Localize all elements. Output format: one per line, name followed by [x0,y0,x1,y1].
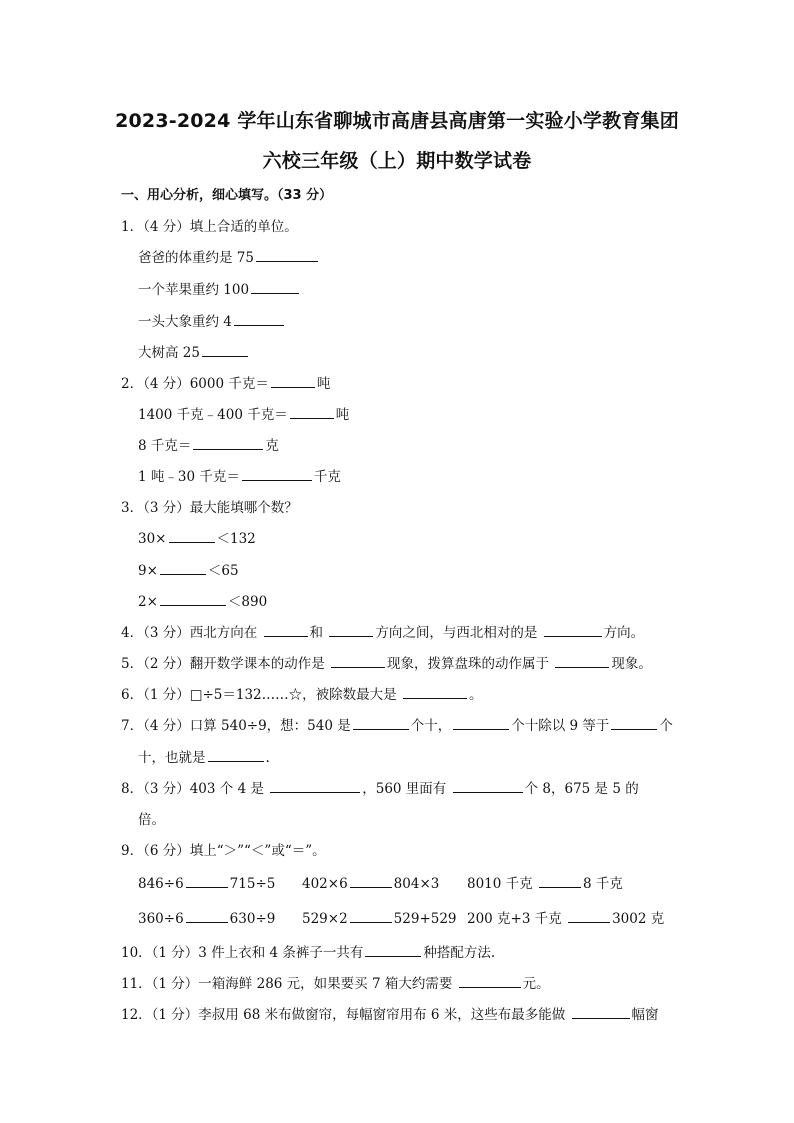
item-text: 7．（4 分）口算 540÷9，想：540 是 [121,718,351,734]
answer-blank[interactable] [459,975,521,988]
item-text: 4．（3 分）西北方向在 [121,625,258,641]
compare-left: 402×6 [302,876,348,892]
item-text: 6．（1 分）□÷5＝132……☆，被除数最大是 [121,687,397,703]
answer-blank[interactable] [568,910,610,923]
answer-blank[interactable] [160,593,226,606]
compare-left: 360÷6 [138,911,184,927]
answer-blank[interactable] [193,437,263,450]
question-9-heading: 9．（6 分）填上“＞”“＜”或“＝”。 [121,843,326,859]
question-11 [121,975,550,993]
item-text: 2．（4 分）6000 千克＝ [121,376,269,392]
item-text: 爸爸的体重约是 75 [138,250,254,266]
answer-blank[interactable] [186,875,228,888]
item-unit: 吨 [316,376,331,392]
answer-blank[interactable] [251,281,299,294]
section-heading: 一、用心分析，细心填写。（33 分） [121,188,333,203]
item-text: 30× [138,531,167,547]
question-1-item-b [138,281,301,299]
question-6 [121,686,482,704]
compare-right: 529+529 [393,911,457,927]
item-text: 现象。 [611,656,652,672]
compare-right: 630÷9 [229,911,276,927]
answer-blank[interactable] [453,717,509,730]
answer-blank[interactable] [329,624,373,637]
item-text: 5．（2 分）翻开数学课本的动作是 [121,656,325,672]
item-text: 个十除以 9 等于 [511,718,610,734]
exam-title-line2: 六校三年级（上）期中数学试卷 [262,150,532,172]
compare-right: 3002 克 [612,911,665,927]
compare-item [302,910,457,928]
item-text: 种搭配方法. [423,945,496,961]
item-text: 12．（1 分）李叔用 68 米布做窗帘，每幅窗帘用布 6 米，这些布最多能做 [121,1007,566,1023]
compare-left: 8010 千克 [467,876,533,892]
compare-right: 715÷5 [229,876,276,892]
answer-blank[interactable] [365,944,421,957]
answer-blank[interactable] [208,749,264,762]
question-8-line1 [121,780,639,798]
compare-right: 8 千克 [582,876,623,892]
item-text: 幅窗 [631,1007,659,1023]
item-text: 方向。 [603,625,645,641]
compare-item [138,910,275,928]
item-text: 方向之间，与西北相对的是 [375,625,538,641]
answer-blank[interactable] [169,530,215,543]
item-text: 8．（3 分）403 个 4 是 [121,781,264,797]
compare-item [467,910,664,928]
answer-blank[interactable] [539,875,581,888]
answer-blank[interactable] [555,655,609,668]
question-1-item-d [138,344,250,362]
item-text: 。 [468,687,483,703]
item-text: 11．（1 分）一箱海鲜 286 元，如果要买 7 箱大约需要 [121,976,453,992]
answer-blank[interactable] [202,344,248,357]
question-3-item-a [138,530,256,548]
item-text: 一头大象重约 4 [138,314,232,330]
answer-blank[interactable] [270,780,360,793]
question-7-line2 [138,749,270,767]
item-text: 大树高 25 [138,345,200,361]
answer-blank[interactable] [234,313,284,326]
answer-blank[interactable] [572,1006,630,1019]
item-text: 2× [138,594,158,610]
question-7-line1 [121,717,673,735]
item-unit: 吨 [335,407,350,423]
item-text: ，560 里面有 [362,781,447,797]
item-text: 元。 [522,976,550,992]
item-text: 个 [659,718,673,734]
question-3-heading: 3．（3 分）最大能填哪个数？ [121,500,298,516]
question-1-item-c [138,313,286,331]
answer-blank[interactable] [544,624,602,637]
compare-item [467,875,623,893]
item-text: 一个苹果重约 100 [138,282,250,298]
item-text: ＜132 [216,531,256,547]
compare-right: 804×3 [393,876,440,892]
answer-blank[interactable] [290,406,334,419]
question-4 [121,624,644,642]
question-2-item-c [138,437,279,455]
item-text: 9× [138,563,158,579]
answer-blank[interactable] [160,562,206,575]
question-2-item-d [138,468,341,486]
item-text: 个十， [410,718,452,734]
question-3-item-b [138,562,239,580]
item-unit: 克 [265,438,279,454]
item-text: 1 吨﹣30 千克＝ [138,469,240,485]
item-text: 十，也就是 [138,750,206,766]
question-12 [121,1006,659,1024]
answer-blank[interactable] [186,910,228,923]
item-text: 1400 千克﹣400 千克＝ [138,407,288,423]
item-text: . [265,750,270,766]
exam-title-line1: 2023-2024 学年山东省聊城市高唐县高唐第一实验小学教育集团 [115,110,679,132]
item-text: 10．（1 分）3 件上衣和 4 条裤子一共有 [121,945,364,961]
answer-blank[interactable] [256,249,318,262]
question-3-item-c [138,593,267,611]
item-text: 个 8，675 是 5 的 [524,781,639,797]
question-2-item-b [138,406,349,424]
answer-blank[interactable] [350,875,392,888]
question-1-item-a [138,249,320,267]
answer-blank[interactable] [453,780,523,793]
question-10 [121,944,495,962]
answer-blank[interactable] [403,686,467,699]
answer-blank[interactable] [242,468,312,481]
question-1-heading: 1．（4 分）填上合适的单位。 [121,219,298,235]
question-5 [121,655,652,673]
compare-left: 846÷6 [138,876,184,892]
answer-blank[interactable] [350,910,392,923]
question-8-line2: 倍。 [138,812,165,828]
item-unit: 千克 [313,469,341,485]
answer-blank[interactable] [611,717,657,730]
item-text: 和 [309,625,324,641]
compare-item [138,875,275,893]
answer-blank[interactable] [331,655,385,668]
item-text: 现象，拨算盘珠的动作属于 [387,656,550,672]
question-2-heading [121,375,330,393]
compare-item [302,875,439,893]
compare-left: 529×2 [302,911,348,927]
answer-blank[interactable] [264,624,308,637]
compare-left: 200 克+3 千克 [467,911,562,927]
item-text: 8 千克＝ [138,438,192,454]
item-text: ＜890 [227,594,268,610]
answer-blank[interactable] [271,375,315,388]
item-text: ＜65 [207,563,239,579]
answer-blank[interactable] [353,717,409,730]
